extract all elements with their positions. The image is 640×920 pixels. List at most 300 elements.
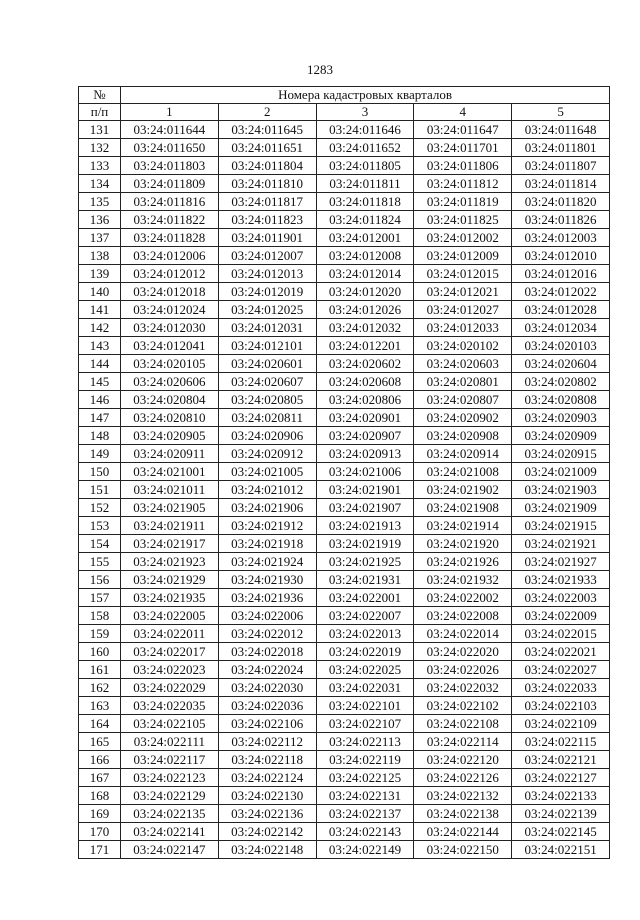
cadastral-quarter-cell: 03:24:022112	[218, 733, 316, 751]
cadastral-quarter-cell: 03:24:022017	[121, 643, 219, 661]
cadastral-quarter-cell: 03:24:012033	[414, 319, 512, 337]
cadastral-quarter-cell: 03:24:022002	[414, 589, 512, 607]
cadastral-quarter-cell: 03:24:022147	[121, 841, 219, 859]
cadastral-quarters-table	[78, 86, 610, 859]
cadastral-quarter-cell: 03:24:022119	[316, 751, 414, 769]
cadastral-quarter-cell: 03:24:021917	[121, 535, 219, 553]
row-number-cell: 132	[79, 139, 121, 157]
cadastral-quarter-cell: 03:24:011645	[218, 121, 316, 139]
cadastral-quarter-cell: 03:24:011824	[316, 211, 414, 229]
cadastral-quarter-cell: 03:24:022144	[414, 823, 512, 841]
row-number-cell: 167	[79, 769, 121, 787]
cadastral-quarter-cell: 03:24:022145	[512, 823, 610, 841]
row-number-cell: 171	[79, 841, 121, 859]
cadastral-quarter-cell: 03:24:012006	[121, 247, 219, 265]
table-row	[79, 229, 610, 247]
cadastral-quarter-cell: 03:24:022106	[218, 715, 316, 733]
table-row	[79, 787, 610, 805]
cadastral-quarter-cell: 03:24:011805	[316, 157, 414, 175]
cadastral-quarter-cell: 03:24:021932	[414, 571, 512, 589]
table-row	[79, 625, 610, 643]
cadastral-quarter-cell: 03:24:021921	[512, 535, 610, 553]
table-row	[79, 499, 610, 517]
row-number-cell: 144	[79, 355, 121, 373]
cadastral-quarter-cell: 03:24:020806	[316, 391, 414, 409]
cadastral-quarter-cell: 03:24:022142	[218, 823, 316, 841]
row-number-cell: 149	[79, 445, 121, 463]
table-row	[79, 805, 610, 823]
cadastral-quarter-cell: 03:24:020911	[121, 445, 219, 463]
cadastral-quarter-cell: 03:24:022127	[512, 769, 610, 787]
cadastral-quarter-cell: 03:24:011644	[121, 121, 219, 139]
cadastral-quarter-cell: 03:24:020903	[512, 409, 610, 427]
cadastral-quarter-cell: 03:24:021926	[414, 553, 512, 571]
cadastral-quarter-cell: 03:24:021908	[414, 499, 512, 517]
cadastral-quarter-cell: 03:24:022109	[512, 715, 610, 733]
row-number-cell: 145	[79, 373, 121, 391]
row-number-cell: 142	[79, 319, 121, 337]
table-row	[79, 301, 610, 319]
cadastral-quarter-cell: 03:24:021903	[512, 481, 610, 499]
row-number-cell: 158	[79, 607, 121, 625]
cadastral-quarter-cell: 03:24:022107	[316, 715, 414, 733]
cadastral-quarter-cell: 03:24:021924	[218, 553, 316, 571]
table-row	[79, 445, 610, 463]
cadastral-quarter-cell: 03:24:022105	[121, 715, 219, 733]
cadastral-quarter-cell: 03:24:012021	[414, 283, 512, 301]
cadastral-quarter-cell: 03:24:012028	[512, 301, 610, 319]
cadastral-quarter-cell: 03:24:022114	[414, 733, 512, 751]
cadastral-quarter-cell: 03:24:011901	[218, 229, 316, 247]
cadastral-quarter-cell: 03:24:022030	[218, 679, 316, 697]
row-number-cell: 165	[79, 733, 121, 751]
cadastral-quarter-cell: 03:24:020105	[121, 355, 219, 373]
cadastral-quarter-cell: 03:24:021005	[218, 463, 316, 481]
cadastral-quarter-cell: 03:24:020907	[316, 427, 414, 445]
cadastral-quarter-cell: 03:24:022032	[414, 679, 512, 697]
cadastral-quarter-cell: 03:24:020906	[218, 427, 316, 445]
row-number-cell: 146	[79, 391, 121, 409]
table-row	[79, 697, 610, 715]
cadastral-quarter-cell: 03:24:022135	[121, 805, 219, 823]
table-row	[79, 553, 610, 571]
cadastral-quarter-cell: 03:24:020808	[512, 391, 610, 409]
cadastral-quarter-cell: 03:24:022131	[316, 787, 414, 805]
cadastral-quarter-cell: 03:24:022125	[316, 769, 414, 787]
cadastral-quarter-cell: 03:24:012201	[316, 337, 414, 355]
cadastral-quarter-cell: 03:24:022143	[316, 823, 414, 841]
cadastral-quarter-cell: 03:24:020606	[121, 373, 219, 391]
cadastral-quarter-cell: 03:24:022021	[512, 643, 610, 661]
table-row	[79, 211, 610, 229]
table-row	[79, 355, 610, 373]
header-row-top	[79, 87, 610, 104]
cadastral-quarter-cell: 03:24:011652	[316, 139, 414, 157]
header-group-title: Номера кадастровых кварталов	[121, 87, 610, 104]
cadastral-quarter-cell: 03:24:022009	[512, 607, 610, 625]
cadastral-quarter-cell: 03:24:021912	[218, 517, 316, 535]
table-row	[79, 391, 610, 409]
table-row	[79, 751, 610, 769]
cadastral-quarter-cell: 03:24:012024	[121, 301, 219, 319]
cadastral-quarter-cell: 03:24:022130	[218, 787, 316, 805]
table-row	[79, 193, 610, 211]
table-row	[79, 283, 610, 301]
row-number-cell: 154	[79, 535, 121, 553]
cadastral-quarter-cell: 03:24:020601	[218, 355, 316, 373]
cadastral-quarter-cell: 03:24:021931	[316, 571, 414, 589]
cadastral-quarter-cell: 03:24:022151	[512, 841, 610, 859]
cadastral-quarter-cell: 03:24:022029	[121, 679, 219, 697]
table-row	[79, 607, 610, 625]
table-row	[79, 517, 610, 535]
cadastral-quarter-cell: 03:24:012003	[512, 229, 610, 247]
column-header-4: 4	[414, 104, 512, 121]
cadastral-quarter-cell: 03:24:020604	[512, 355, 610, 373]
cadastral-quarter-cell: 03:24:022003	[512, 589, 610, 607]
cadastral-quarter-cell: 03:24:020912	[218, 445, 316, 463]
cadastral-quarter-cell: 03:24:021933	[512, 571, 610, 589]
cadastral-quarter-cell: 03:24:012020	[316, 283, 414, 301]
cadastral-quarter-cell: 03:24:012034	[512, 319, 610, 337]
cadastral-quarter-cell: 03:24:022025	[316, 661, 414, 679]
row-number-cell: 164	[79, 715, 121, 733]
table-row	[79, 463, 610, 481]
cadastral-quarter-cell: 03:24:012008	[316, 247, 414, 265]
row-number-cell: 135	[79, 193, 121, 211]
cadastral-quarter-cell: 03:24:012019	[218, 283, 316, 301]
cadastral-quarter-cell: 03:24:021919	[316, 535, 414, 553]
cadastral-quarter-cell: 03:24:012001	[316, 229, 414, 247]
cadastral-quarter-cell: 03:24:022026	[414, 661, 512, 679]
cadastral-quarter-cell: 03:24:022137	[316, 805, 414, 823]
cadastral-quarter-cell: 03:24:012041	[121, 337, 219, 355]
cadastral-quarter-cell: 03:24:021923	[121, 553, 219, 571]
cadastral-quarter-cell: 03:24:020603	[414, 355, 512, 373]
cadastral-quarter-cell: 03:24:022103	[512, 697, 610, 715]
cadastral-quarter-cell: 03:24:022018	[218, 643, 316, 661]
cadastral-quarter-cell: 03:24:021911	[121, 517, 219, 535]
cadastral-quarter-cell: 03:24:021925	[316, 553, 414, 571]
cadastral-quarter-cell: 03:24:022102	[414, 697, 512, 715]
cadastral-quarter-cell: 03:24:012002	[414, 229, 512, 247]
cadastral-quarter-cell: 03:24:011807	[512, 157, 610, 175]
cadastral-quarter-cell: 03:24:011816	[121, 193, 219, 211]
cadastral-quarter-cell: 03:24:021008	[414, 463, 512, 481]
column-header-5: 5	[512, 104, 610, 121]
cadastral-quarter-cell: 03:24:011811	[316, 175, 414, 193]
cadastral-quarter-cell: 03:24:022123	[121, 769, 219, 787]
row-number-cell: 140	[79, 283, 121, 301]
cadastral-quarter-cell: 03:24:022007	[316, 607, 414, 625]
cadastral-quarter-cell: 03:24:020811	[218, 409, 316, 427]
table-row	[79, 733, 610, 751]
cadastral-quarter-cell: 03:24:011701	[414, 139, 512, 157]
cadastral-quarter-cell: 03:24:011803	[121, 157, 219, 175]
row-number-cell: 161	[79, 661, 121, 679]
cadastral-quarter-cell: 03:24:011801	[512, 139, 610, 157]
cadastral-quarter-cell: 03:24:021915	[512, 517, 610, 535]
cadastral-quarter-cell: 03:24:022005	[121, 607, 219, 625]
cadastral-quarter-cell: 03:24:011810	[218, 175, 316, 193]
table-row	[79, 247, 610, 265]
cadastral-quarter-cell: 03:24:012013	[218, 265, 316, 283]
cadastral-quarter-cell: 03:24:022132	[414, 787, 512, 805]
cadastral-quarter-cell: 03:24:021935	[121, 589, 219, 607]
table-row	[79, 643, 610, 661]
cadastral-quarter-cell: 03:24:020805	[218, 391, 316, 409]
table-row	[79, 427, 610, 445]
cadastral-quarter-cell: 03:24:020804	[121, 391, 219, 409]
table-row	[79, 139, 610, 157]
cadastral-quarter-cell: 03:24:022027	[512, 661, 610, 679]
cadastral-quarter-cell: 03:24:022001	[316, 589, 414, 607]
cadastral-quarter-cell: 03:24:020801	[414, 373, 512, 391]
row-number-cell: 147	[79, 409, 121, 427]
column-header-2: 2	[218, 104, 316, 121]
cadastral-quarter-cell: 03:24:012009	[414, 247, 512, 265]
cadastral-quarter-cell: 03:24:021918	[218, 535, 316, 553]
header-row-columns	[79, 104, 610, 121]
row-number-cell: 131	[79, 121, 121, 139]
cadastral-quarter-cell: 03:24:012030	[121, 319, 219, 337]
cadastral-quarter-cell: 03:24:020908	[414, 427, 512, 445]
cadastral-quarter-cell: 03:24:011648	[512, 121, 610, 139]
cadastral-quarter-cell: 03:24:020901	[316, 409, 414, 427]
cadastral-quarter-cell: 03:24:022111	[121, 733, 219, 751]
cadastral-quarter-cell: 03:24:022126	[414, 769, 512, 787]
row-number-cell: 156	[79, 571, 121, 589]
cadastral-quarter-cell: 03:24:022138	[414, 805, 512, 823]
cadastral-quarter-cell: 03:24:021936	[218, 589, 316, 607]
row-number-cell: 133	[79, 157, 121, 175]
cadastral-quarter-cell: 03:24:011825	[414, 211, 512, 229]
cadastral-quarter-cell: 03:24:021012	[218, 481, 316, 499]
row-number-cell: 136	[79, 211, 121, 229]
cadastral-quarter-cell: 03:24:012015	[414, 265, 512, 283]
cadastral-quarter-cell: 03:24:022115	[512, 733, 610, 751]
cadastral-quarter-cell: 03:24:011819	[414, 193, 512, 211]
cadastral-quarter-cell: 03:24:011828	[121, 229, 219, 247]
cadastral-quarter-cell: 03:24:022120	[414, 751, 512, 769]
cadastral-quarter-cell: 03:24:011809	[121, 175, 219, 193]
cadastral-quarter-cell: 03:24:022133	[512, 787, 610, 805]
row-number-cell: 138	[79, 247, 121, 265]
cadastral-quarter-cell: 03:24:022150	[414, 841, 512, 859]
row-number-cell: 137	[79, 229, 121, 247]
cadastral-quarter-cell: 03:24:022124	[218, 769, 316, 787]
row-number-cell: 141	[79, 301, 121, 319]
cadastral-quarter-cell: 03:24:012018	[121, 283, 219, 301]
cadastral-quarter-cell: 03:24:012101	[218, 337, 316, 355]
cadastral-quarter-cell: 03:24:022149	[316, 841, 414, 859]
cadastral-quarter-cell: 03:24:011806	[414, 157, 512, 175]
cadastral-quarter-cell: 03:24:021907	[316, 499, 414, 517]
cadastral-quarter-cell: 03:24:012014	[316, 265, 414, 283]
cadastral-quarter-cell: 03:24:011650	[121, 139, 219, 157]
header-num-bottom: п/п	[79, 104, 121, 121]
row-number-cell: 160	[79, 643, 121, 661]
cadastral-quarter-cell: 03:24:022020	[414, 643, 512, 661]
cadastral-quarter-cell: 03:24:020913	[316, 445, 414, 463]
cadastral-quarter-cell: 03:24:022013	[316, 625, 414, 643]
row-number-cell: 153	[79, 517, 121, 535]
table-body	[79, 121, 610, 859]
column-header-1: 1	[121, 104, 219, 121]
table-row	[79, 841, 610, 859]
cadastral-quarter-cell: 03:24:022006	[218, 607, 316, 625]
table-row	[79, 481, 610, 499]
cadastral-quarter-cell: 03:24:012025	[218, 301, 316, 319]
row-number-cell: 170	[79, 823, 121, 841]
cadastral-quarter-cell: 03:24:012007	[218, 247, 316, 265]
cadastral-quarter-cell: 03:24:021001	[121, 463, 219, 481]
cadastral-quarter-cell: 03:24:021009	[512, 463, 610, 481]
row-number-cell: 151	[79, 481, 121, 499]
cadastral-quarter-cell: 03:24:012026	[316, 301, 414, 319]
cadastral-quarter-cell: 03:24:020102	[414, 337, 512, 355]
row-number-cell: 162	[79, 679, 121, 697]
cadastral-quarter-cell: 03:24:011651	[218, 139, 316, 157]
cadastral-quarter-cell: 03:24:020602	[316, 355, 414, 373]
row-number-cell: 169	[79, 805, 121, 823]
column-header-3: 3	[316, 104, 414, 121]
cadastral-quarter-cell: 03:24:022015	[512, 625, 610, 643]
table-row	[79, 589, 610, 607]
table-row	[79, 175, 610, 193]
cadastral-quarter-cell: 03:24:012032	[316, 319, 414, 337]
cadastral-quarter-cell: 03:24:022014	[414, 625, 512, 643]
table-row	[79, 121, 610, 139]
cadastral-quarter-cell: 03:24:011826	[512, 211, 610, 229]
row-number-cell: 148	[79, 427, 121, 445]
cadastral-quarter-cell: 03:24:011646	[316, 121, 414, 139]
cadastral-quarter-cell: 03:24:021927	[512, 553, 610, 571]
page-number: 1283	[307, 62, 333, 77]
cadastral-quarter-cell: 03:24:012022	[512, 283, 610, 301]
table-row	[79, 571, 610, 589]
cadastral-quarter-cell: 03:24:011812	[414, 175, 512, 193]
header-num-top: №	[79, 87, 121, 104]
row-number-cell: 159	[79, 625, 121, 643]
cadastral-quarter-cell: 03:24:021901	[316, 481, 414, 499]
cadastral-quarter-cell: 03:24:022011	[121, 625, 219, 643]
cadastral-quarter-cell: 03:24:012027	[414, 301, 512, 319]
table-row	[79, 337, 610, 355]
cadastral-quarter-cell: 03:24:011804	[218, 157, 316, 175]
table-row	[79, 319, 610, 337]
cadastral-quarter-cell: 03:24:022023	[121, 661, 219, 679]
cadastral-quarter-cell: 03:24:021011	[121, 481, 219, 499]
cadastral-quarter-cell: 03:24:011817	[218, 193, 316, 211]
cadastral-quarter-cell: 03:24:022108	[414, 715, 512, 733]
cadastral-quarter-cell: 03:24:021902	[414, 481, 512, 499]
cadastral-quarter-cell: 03:24:022113	[316, 733, 414, 751]
row-number-cell: 152	[79, 499, 121, 517]
cadastral-quarter-cell: 03:24:011647	[414, 121, 512, 139]
row-number-cell: 155	[79, 553, 121, 571]
cadastral-quarter-cell: 03:24:020807	[414, 391, 512, 409]
cadastral-quarter-cell: 03:24:020607	[218, 373, 316, 391]
table-row	[79, 769, 610, 787]
cadastral-quarter-cell: 03:24:011814	[512, 175, 610, 193]
table-row	[79, 157, 610, 175]
cadastral-quarter-cell: 03:24:021920	[414, 535, 512, 553]
row-number-cell: 163	[79, 697, 121, 715]
cadastral-quarter-cell: 03:24:022036	[218, 697, 316, 715]
cadastral-quarter-cell: 03:24:022031	[316, 679, 414, 697]
cadastral-quarter-cell: 03:24:021929	[121, 571, 219, 589]
cadastral-quarter-cell: 03:24:022012	[218, 625, 316, 643]
cadastral-quarter-cell: 03:24:022033	[512, 679, 610, 697]
cadastral-quarter-cell: 03:24:022035	[121, 697, 219, 715]
table-row	[79, 715, 610, 733]
table-row	[79, 661, 610, 679]
cadastral-quarter-cell: 03:24:020608	[316, 373, 414, 391]
cadastral-quarter-cell: 03:24:012012	[121, 265, 219, 283]
table-row	[79, 535, 610, 553]
cadastral-quarter-cell: 03:24:021909	[512, 499, 610, 517]
cadastral-quarter-cell: 03:24:012016	[512, 265, 610, 283]
cadastral-quarter-cell: 03:24:021006	[316, 463, 414, 481]
cadastral-quarter-cell: 03:24:020914	[414, 445, 512, 463]
cadastral-quarter-cell: 03:24:022121	[512, 751, 610, 769]
row-number-cell: 150	[79, 463, 121, 481]
cadastral-quarter-cell: 03:24:021914	[414, 517, 512, 535]
cadastral-quarter-cell: 03:24:022117	[121, 751, 219, 769]
cadastral-quarter-cell: 03:24:022024	[218, 661, 316, 679]
cadastral-quarter-cell: 03:24:011820	[512, 193, 610, 211]
cadastral-quarter-cell: 03:24:021913	[316, 517, 414, 535]
cadastral-quarter-cell: 03:24:020810	[121, 409, 219, 427]
cadastral-quarter-cell: 03:24:022019	[316, 643, 414, 661]
row-number-cell: 166	[79, 751, 121, 769]
cadastral-quarter-cell: 03:24:012031	[218, 319, 316, 337]
cadastral-quarter-cell: 03:24:022008	[414, 607, 512, 625]
cadastral-quarter-cell: 03:24:022129	[121, 787, 219, 805]
cadastral-quarter-cell: 03:24:011823	[218, 211, 316, 229]
table-row	[79, 373, 610, 391]
cadastral-quarter-cell: 03:24:020802	[512, 373, 610, 391]
cadastral-quarter-cell: 03:24:020905	[121, 427, 219, 445]
cadastral-quarter-cell: 03:24:022148	[218, 841, 316, 859]
cadastral-quarter-cell: 03:24:022118	[218, 751, 316, 769]
cadastral-quarter-cell: 03:24:011822	[121, 211, 219, 229]
cadastral-quarter-cell: 03:24:022141	[121, 823, 219, 841]
cadastral-quarter-cell: 03:24:020915	[512, 445, 610, 463]
cadastral-quarter-cell: 03:24:021905	[121, 499, 219, 517]
table-row	[79, 265, 610, 283]
cadastral-quarter-cell: 03:24:022136	[218, 805, 316, 823]
row-number-cell: 139	[79, 265, 121, 283]
row-number-cell: 143	[79, 337, 121, 355]
cadastral-quarter-cell: 03:24:020902	[414, 409, 512, 427]
cadastral-quarter-cell: 03:24:020909	[512, 427, 610, 445]
cadastral-quarter-cell: 03:24:021906	[218, 499, 316, 517]
table-row	[79, 679, 610, 697]
table-row	[79, 823, 610, 841]
row-number-cell: 157	[79, 589, 121, 607]
cadastral-quarter-cell: 03:24:020103	[512, 337, 610, 355]
cadastral-quarter-cell: 03:24:012010	[512, 247, 610, 265]
row-number-cell: 168	[79, 787, 121, 805]
row-number-cell: 134	[79, 175, 121, 193]
cadastral-quarter-cell: 03:24:021930	[218, 571, 316, 589]
cadastral-quarter-cell: 03:24:022139	[512, 805, 610, 823]
table-row	[79, 409, 610, 427]
cadastral-quarter-cell: 03:24:011818	[316, 193, 414, 211]
cadastral-quarter-cell: 03:24:022101	[316, 697, 414, 715]
